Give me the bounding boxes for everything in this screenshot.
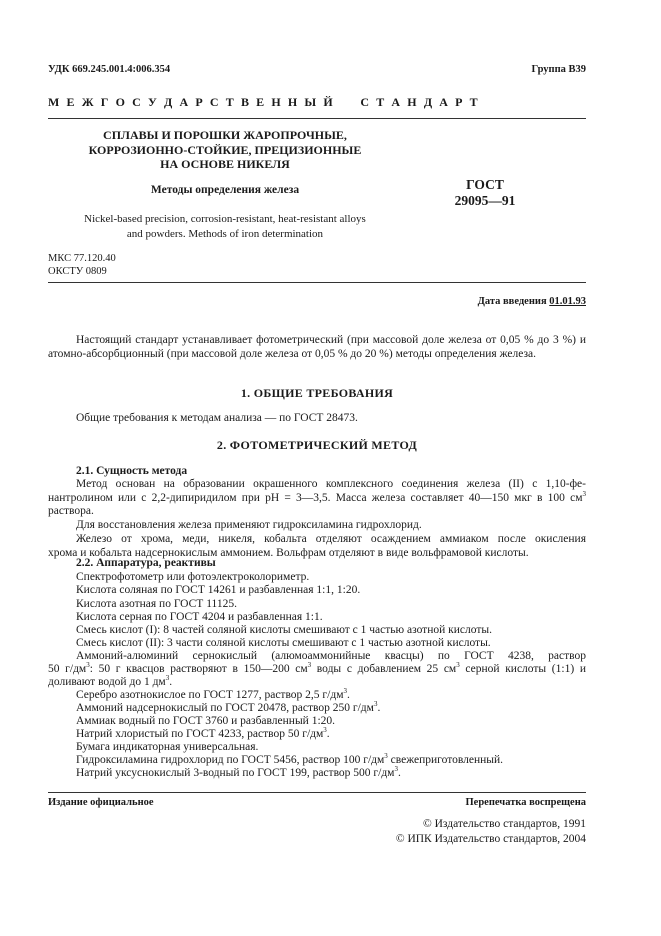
- effective-date-value: 01.01.93: [549, 296, 586, 307]
- codes-divider: [48, 282, 586, 283]
- method-principle-text-1: Метод основан на образовании окрашенного комплексного соединения железа (II) с 1,10-фе-: [76, 478, 586, 490]
- alum-text-1: Аммоний-алюминий сернокислый (алюмоаммонийные квасцы) по ГОСТ 4238, раствор: [76, 650, 586, 662]
- superscript: 3: [384, 752, 388, 761]
- interstate-standard-banner: М Е Ж Г О С У Д А Р С Т В Е Н Н Ы Й С Т А Н Д А Р Т: [48, 95, 480, 109]
- reprint-prohibited: Перепечатка воспрещена: [465, 797, 586, 808]
- separation-line-1: [76, 532, 586, 546]
- superscript: 3: [456, 661, 460, 670]
- superscript: 3: [86, 661, 90, 670]
- copyright-1991: © Издательство стандартов, 1991: [422, 818, 586, 830]
- period: .: [169, 676, 173, 688]
- reagent-text: Гидроксиламина гидрохлорид по ГОСТ 5456, раствор 100 г/дм: [76, 754, 385, 766]
- period: .: [326, 728, 330, 740]
- reagent-ammonia: Аммиак водный по ГОСТ 3760 и разбавленный 1:20.: [76, 715, 336, 727]
- copyright-block: [396, 817, 586, 846]
- period: .: [346, 689, 350, 701]
- reduction-paragraph: Для восстановления железа применяют гидроксиламина гидрохлорид.: [76, 519, 422, 531]
- reagent-sodium-acetate: [76, 766, 401, 780]
- reagent-item: Спектрофотометр или фотоэлектроколориметр.: [76, 571, 310, 583]
- gost-designation: [440, 177, 530, 209]
- superscript: 3: [373, 700, 378, 709]
- section-1-text: Общие требования к методам анализа — по ГОСТ 28473.: [76, 412, 358, 424]
- group-code: Группа В39: [531, 64, 586, 75]
- method-principle-line-3: раствора.: [48, 505, 94, 517]
- reagent-item: Кислота серная по ГОСТ 4204 и разбавленная 1:1.: [76, 611, 323, 623]
- gost-number: 29095—91: [454, 193, 516, 208]
- title-line-1: СПЛАВЫ И ПОРОШКИ ЖАРОПРОЧНЫЕ,: [103, 128, 347, 142]
- english-title: [60, 212, 390, 241]
- reagent-item: Смесь кислот (II): 3 части соляной кислоты смешивают с 1 частью азотной кислоты.: [76, 637, 491, 649]
- period: .: [397, 767, 401, 779]
- intro-paragraph: Настоящий стандарт устанавливает фотометрический (при массовой доле железа от 0,05 % до 3 %) и атомно-абсорбционный (при массовой доле железа от 0,05 % до 20 %) методы определения железа.: [48, 334, 586, 361]
- title-block: [60, 128, 390, 172]
- effective-date-label: Дата введения: [477, 296, 550, 307]
- separation-line-2: хрома и кобальта надсернокислым аммонием. Вольфрам отделяют в виде вольфрамовой кислоты.: [48, 547, 529, 559]
- official-edition: Издание официальное: [48, 797, 154, 808]
- superscript: 3: [343, 687, 347, 696]
- title-line-2: КОРРОЗИОННО-СТОЙКИЕ, ПРЕЦИЗИОННЫЕ: [88, 142, 362, 157]
- reagent-text: Натрий уксуснокислый 3-водный по ГОСТ 199, раствор 500 г/дм: [76, 767, 395, 779]
- superscript: 3: [323, 726, 327, 735]
- title-line-3: НА ОСНОВЕ НИКЕЛЯ: [160, 157, 290, 171]
- classification-codes: [48, 252, 116, 278]
- mks-code: МКС 77.120.40: [48, 253, 116, 264]
- method-principle-line-1: [76, 477, 586, 491]
- reagent-text-end: свежеприготовленный.: [387, 754, 504, 766]
- superscript: 3: [165, 674, 170, 683]
- effective-date: [478, 295, 586, 309]
- reagent-item: Кислота соляная по ГОСТ 14261 и разбавленная 1:1, 1:20.: [76, 584, 361, 596]
- reagent-item: Кислота азотная по ГОСТ 11125.: [76, 598, 237, 610]
- superscript: 3: [307, 661, 312, 670]
- subsection-2-2-title: 2.2. Аппаратура, реактивы: [76, 557, 216, 569]
- superscript: 3: [394, 765, 398, 774]
- header-divider: [48, 118, 586, 119]
- alum-text-2b: : 50 г квасцов растворяют в 150—200 см: [89, 663, 308, 675]
- alum-text-3: доливают водой до 1 дм: [48, 676, 166, 688]
- alum-text-2c: воды с добавлением 25 см: [311, 663, 457, 675]
- period: .: [377, 702, 381, 714]
- alum-text-2a: 50 г/дм: [48, 663, 87, 675]
- footer-divider: [48, 792, 586, 793]
- subsection-2-1-title: 2.1. Сущность метода: [76, 465, 188, 477]
- reagent-indicator-paper: Бумага индикаторная универсальная.: [76, 741, 259, 753]
- english-title-line-1: Nickel-based precision, corrosion-resistant, heat-resistant alloys: [84, 213, 366, 225]
- english-title-line-2: and powders. Methods of iron determination: [126, 227, 324, 240]
- title-subtitle: Методы определения железа: [150, 184, 300, 196]
- method-principle-line-2: [48, 491, 586, 505]
- reagent-text: Серебро азотнокислое по ГОСТ 1277, раствор 2,5 г/дм: [76, 689, 344, 701]
- alum-text-2d: серной кислоты (1:1) и: [459, 663, 586, 675]
- okstu-code: ОКСТУ 0809: [48, 266, 107, 277]
- udk-code: УДК 669.245.001.4:006.354: [48, 64, 171, 75]
- separation-text-1: Железо от хрома, меди, никеля, кобальта отделяют осаждением аммиаком после окисления: [76, 533, 586, 545]
- reagent-text: Аммоний надсернокислый по ГОСТ 20478, раствор 250 г/дм: [76, 702, 374, 714]
- reagent-item: Смесь кислот (I): 8 частей соляной кислоты смешивают с 1 частью азотной кислоты.: [76, 624, 492, 636]
- copyright-2004: © ИПК Издательство стандартов, 2004: [395, 832, 586, 845]
- gost-label: ГОСТ: [466, 177, 504, 192]
- section-2-title: 2. ФОТОМЕТРИЧЕСКИЙ МЕТОД: [216, 438, 418, 452]
- reagent-text: Натрий хлористый по ГОСТ 4233, раствор 50 г/дм: [76, 728, 324, 740]
- method-principle-text-2: нантролином или с 2,2-дипиридилом при pH = 3—3,5. Масса железа составляет 40—150 мкг в 100 см: [48, 492, 583, 504]
- superscript: 3: [582, 490, 586, 499]
- section-1-title: 1. ОБЩИЕ ТРЕБОВАНИЯ: [240, 386, 394, 400]
